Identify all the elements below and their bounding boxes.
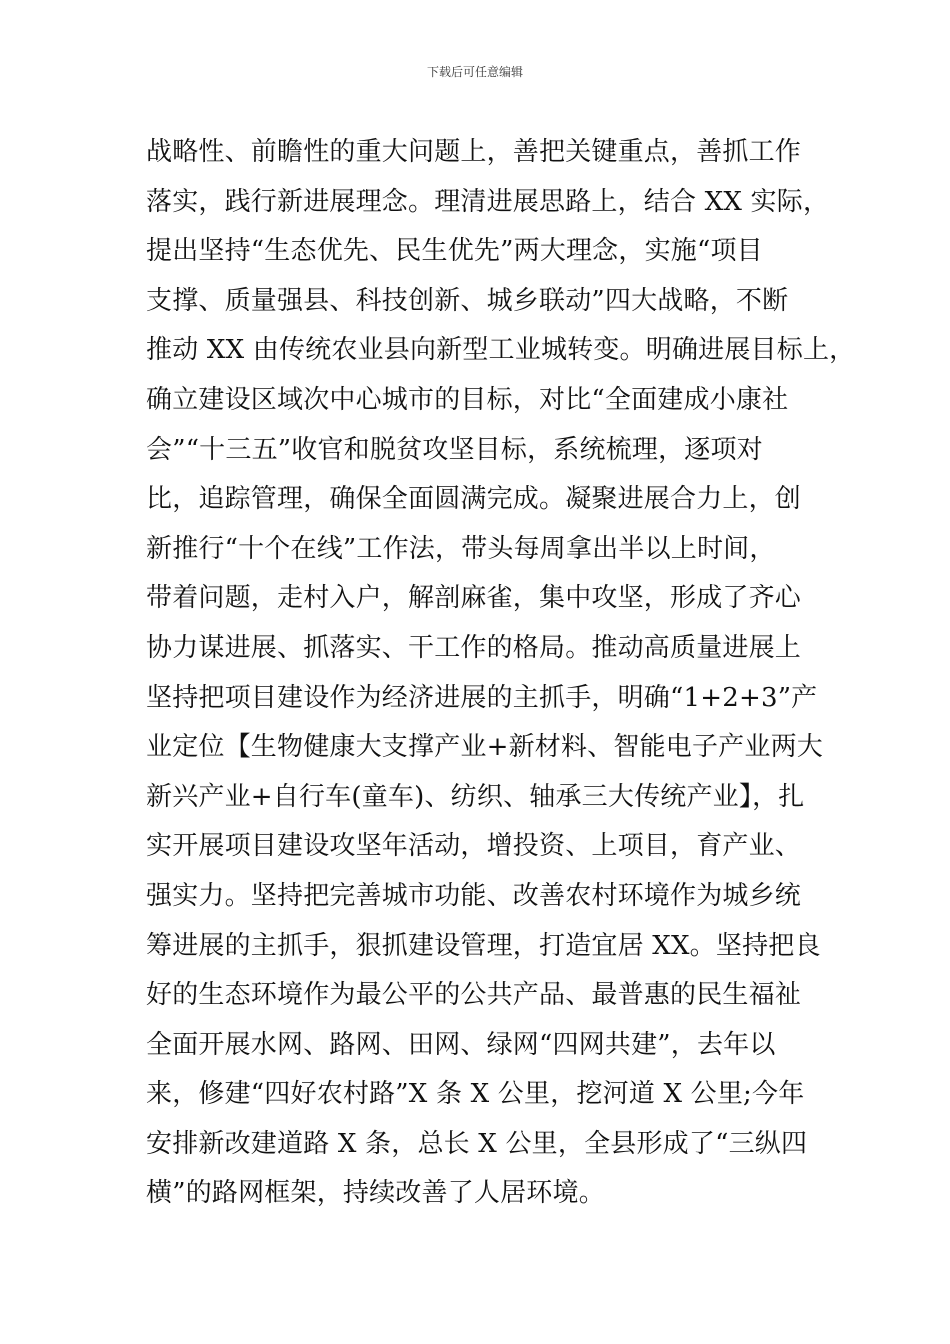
text-line: 业定位【生物健康大支撑产业+新材料、智能电子产业两大 bbox=[146, 732, 823, 763]
text-line: 新兴产业+自行车(童车)、纺织、轴承三大传统产业】，扎 bbox=[146, 781, 805, 812]
text-line: 提出坚持“生态优先、民生优先”两大理念，实施“项目 bbox=[146, 236, 763, 267]
text-line: 落实，践行新进展理念。理清进展思路上，结合 XX 实际， bbox=[146, 186, 830, 217]
text-line: 全面开展水网、路网、田网、绿网“四网共建”，去年以 bbox=[146, 1029, 776, 1060]
text-line: 会”“十三五”收官和脱贫攻坚目标，系统梳理，逐项对 bbox=[146, 434, 763, 465]
text-line: 确立建设区域次中心城市的目标，对比“全面建成小康社 bbox=[146, 384, 789, 415]
text-line: 筹进展的主抓手，狠抓建设管理，打造宜居 XX。坚持把良 bbox=[146, 930, 821, 961]
text-line: 横”的路网框架，持续改善了人居环境。 bbox=[146, 1178, 605, 1209]
text-line: 好的生态环境作为最公平的公共产品、最普惠的民生福祉 bbox=[146, 980, 802, 1011]
body-paragraph bbox=[146, 128, 856, 1219]
text-line: 比，追踪管理，确保全面圆满完成。凝聚进展合力上，创 bbox=[146, 484, 802, 515]
text-line: 坚持把项目建设作为经济进展的主抓手，明确“1+2+3”产 bbox=[146, 682, 818, 713]
page-header: 下载后可任意编辑 bbox=[426, 65, 523, 79]
text-line: 来，修建“四好农村路”X 条 X 公里，挖河道 X 公里;今年 bbox=[146, 1079, 805, 1110]
text-line: 协力谋进展、抓落实、干工作的格局。推动高质量进展上 bbox=[146, 632, 802, 663]
text-line: 带着问题，走村入户，解剖麻雀，集中攻坚，形成了齐心 bbox=[146, 583, 802, 614]
text-line: 实开展项目建设攻坚年活动，增投资、上项目，育产业、 bbox=[146, 831, 802, 862]
text-line: 安排新改建道路 X 条，总长 X 公里，全县形成了“三纵四 bbox=[146, 1128, 808, 1159]
text-line: 战略性、前瞻性的重大问题上，善把关键重点，善抓工作 bbox=[146, 137, 802, 167]
text-line: 推动 XX 由传统农业县向新型工业城转变。明确进展目标上， bbox=[146, 335, 856, 366]
text-line: 支撑、质量强县、科技创新、城乡联动”四大战略，不断 bbox=[146, 285, 789, 316]
text-line: 新推行“十个在线”工作法，带头每周拿出半以上时间， bbox=[146, 533, 776, 564]
text-line: 强实力。坚持把完善城市功能、改善农村环境作为城乡统 bbox=[146, 880, 802, 911]
